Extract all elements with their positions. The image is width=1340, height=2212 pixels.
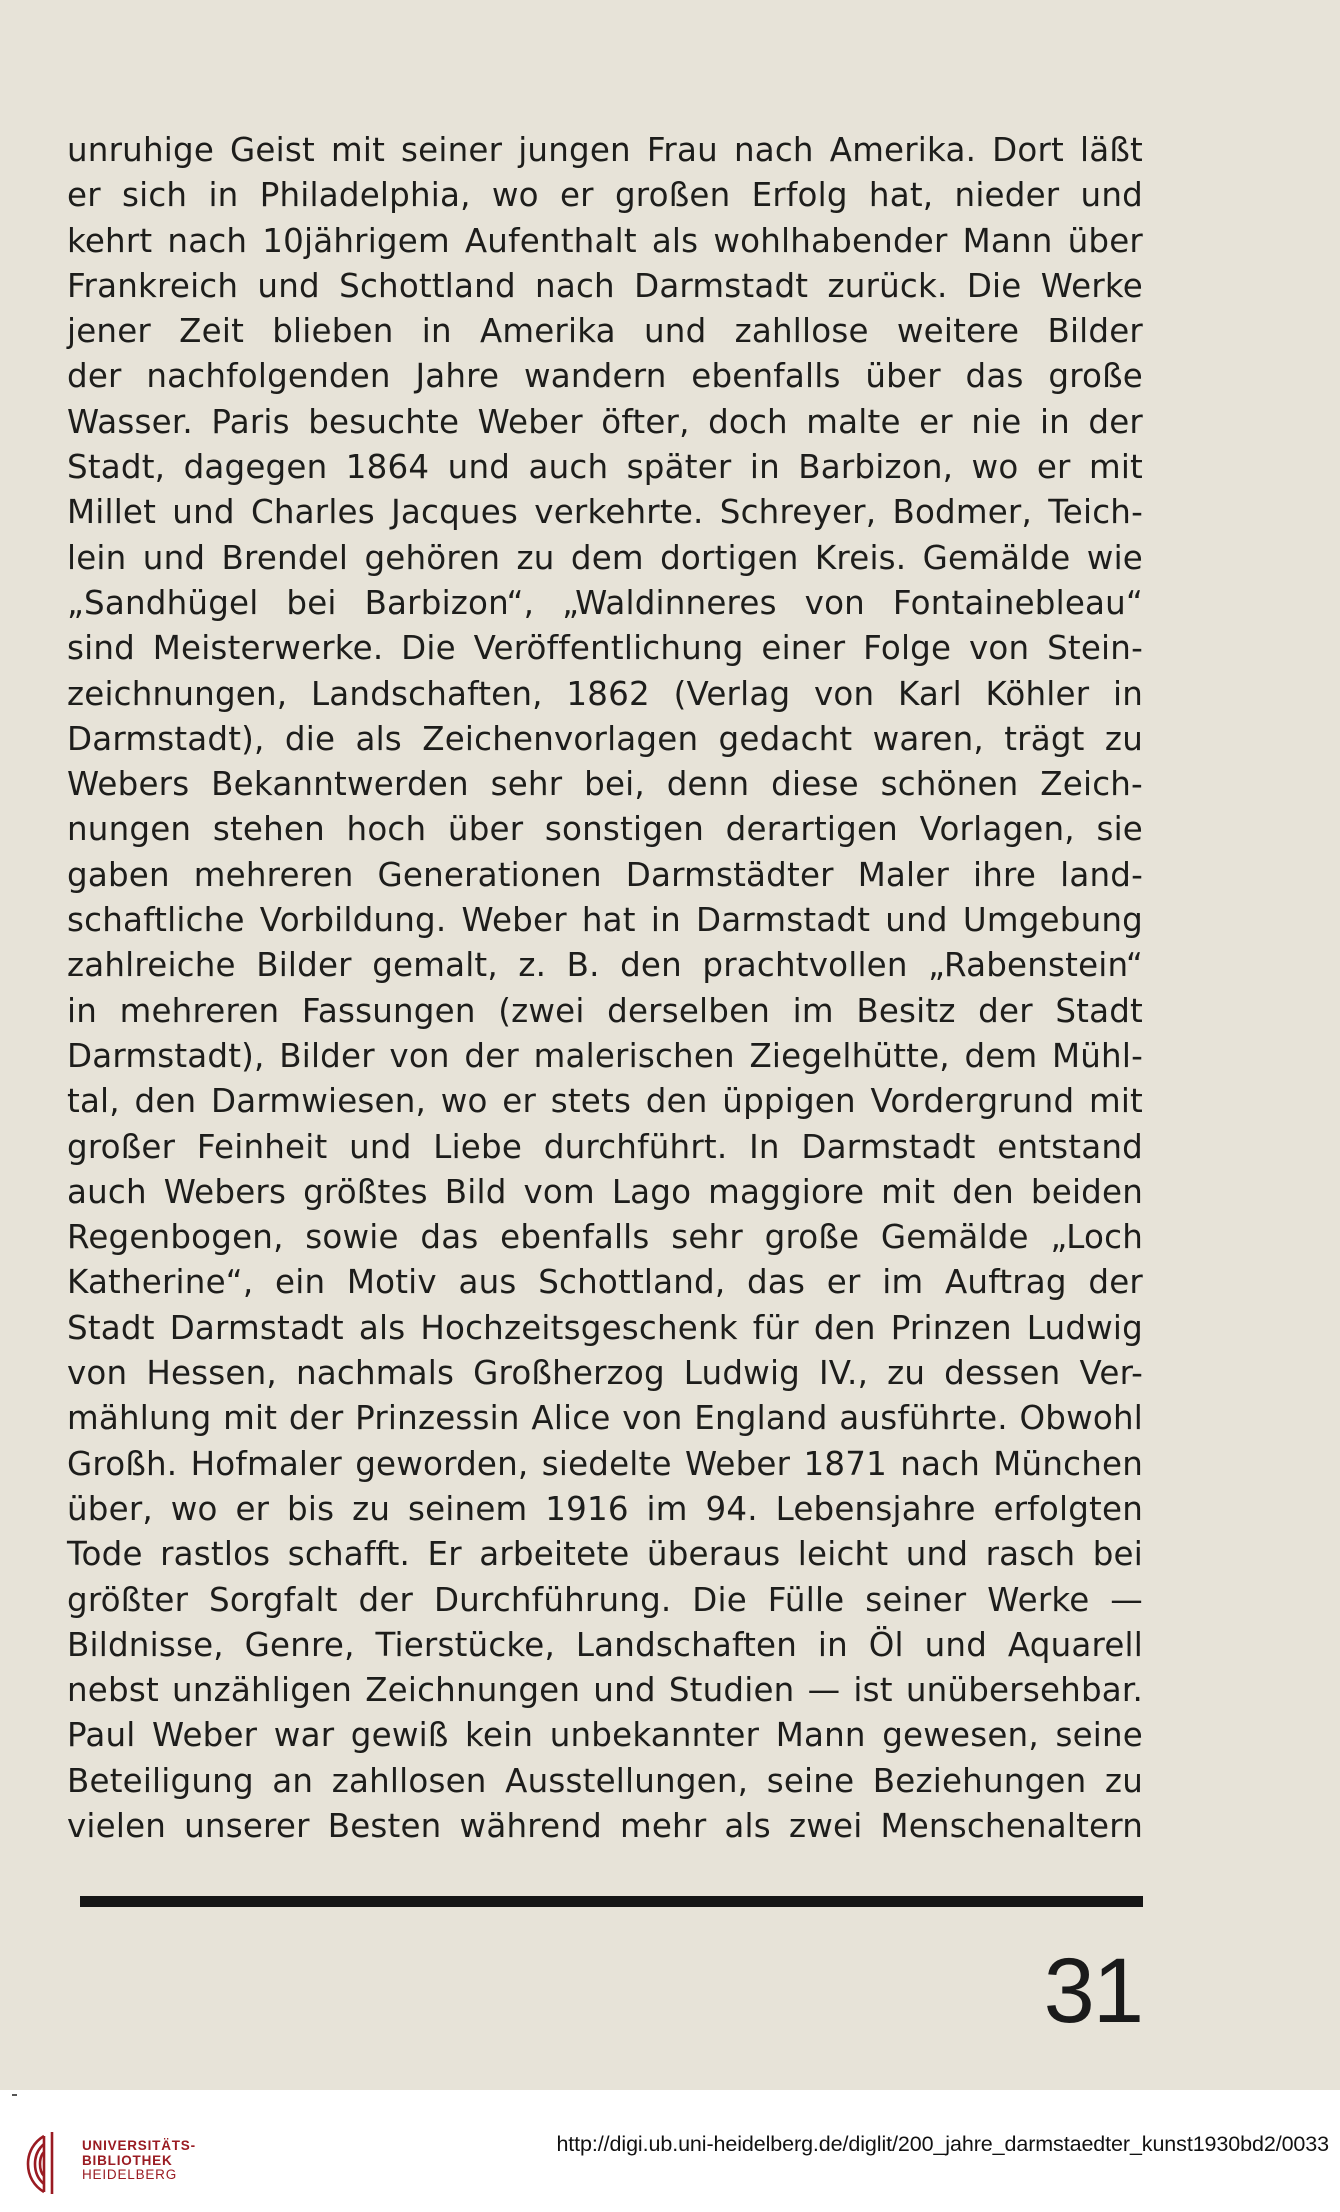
text-line: Regenbogen, sowie das ebenfalls sehr große Gemälde „Loch [67, 1218, 1143, 1257]
text-line: nebst unzähligen Zeichnungen und Studien — ist unübersehbar. [67, 1671, 1143, 1710]
page-number: 31 [1043, 1940, 1142, 2042]
text-line: Tode rastlos schafft. Er arbeitete überaus leicht und rasch bei [67, 1535, 1143, 1574]
page-rule [80, 1896, 1143, 1907]
text-line: auch Webers größtes Bild vom Lago maggiore mit den beiden [67, 1172, 1143, 1211]
body-text [67, 128, 1143, 1849]
text-line: Webers Bekanntwerden sehr bei, denn diese schönen Zeich- [67, 765, 1143, 804]
text-line: Frankreich und Schottland nach Darmstadt zurück. Die Werke [67, 266, 1143, 305]
text-line: Katherine“, ein Motiv aus Schottland, das er im Auftrag der [67, 1263, 1143, 1302]
text-line: Bildnisse, Genre, Tierstücke, Landschaften in Öl und Aquarell [67, 1625, 1143, 1664]
text-line: lein und Brendel gehören zu dem dortigen Kreis. Gemälde wie [67, 538, 1143, 577]
text-line: Paul Weber war gewiß kein unbekannter Mann gewesen, seine [67, 1716, 1143, 1755]
text-line: kehrt nach 10jährigem Aufenthalt als wohlhabender Mann über [67, 221, 1143, 260]
text-line: Wasser. Paris besuchte Weber öfter, doch malte er nie in der [67, 402, 1143, 441]
text-line: Stadt, dagegen 1864 und auch später in Barbizon, wo er mit [67, 448, 1143, 487]
text-line: Darmstadt), die als Zeichenvorlagen gedacht waren, trägt zu [67, 719, 1143, 758]
text-line: Großh. Hofmaler geworden, siedelte Weber 1871 nach München [67, 1444, 1143, 1483]
text-line: er sich in Philadelphia, wo er großen Erfolg hat, nieder und [67, 176, 1143, 215]
text-line: über, wo er bis zu seinem 1916 im 94. Lebensjahre erfolgten [67, 1489, 1143, 1528]
text-line: zahlreiche Bilder gemalt, z. B. den prachtvollen „Rabenstein“ [67, 946, 1143, 985]
text-line: schaftliche Vorbildung. Weber hat in Darmstadt und Umgebung [67, 901, 1143, 940]
text-line: jener Zeit blieben in Amerika und zahllose weitere Bilder [67, 312, 1143, 351]
text-line: Stadt Darmstadt als Hochzeitsgeschenk für den Prinzen Ludwig [67, 1308, 1143, 1347]
text-line: mählung mit der Prinzessin Alice von England ausführte. Obwohl [67, 1399, 1143, 1438]
text-line: größter Sorgfalt der Durchführung. Die Fülle seiner Werke — [67, 1580, 1143, 1619]
text-line: Beteiligung an zahllosen Ausstellungen, seine Beziehungen zu [67, 1761, 1143, 1800]
library-name-line2: BIBLIOTHEK [82, 2152, 173, 2168]
text-line: großer Feinheit und Liebe durchführt. In Darmstadt entstand [67, 1127, 1143, 1166]
text-line: Millet und Charles Jacques verkehrte. Schreyer, Bodmer, Teich- [67, 493, 1143, 532]
text-line: gaben mehreren Generationen Darmstädter Maler ihre land- [67, 855, 1143, 894]
footer-tick [12, 2094, 17, 2096]
text-line: von Hessen, nachmals Großherzog Ludwig IV., zu dessen Ver- [67, 1354, 1143, 1393]
text-line: unruhige Geist mit seiner jungen Frau nach Amerika. Dort läßt [67, 131, 1143, 169]
text-line: tal, den Darmwiesen, wo er stets den üppigen Vordergrund mit [67, 1082, 1143, 1121]
library-name-line1: UNIVERSITÄTS- [82, 2138, 196, 2153]
text-line: in mehreren Fassungen (zwei derselben im Besitz der Stadt [67, 991, 1143, 1030]
text-line: der nachfolgenden Jahre wandern ebenfalls über das große [67, 357, 1143, 396]
text-line: „Sandhügel bei Barbizon“, „Waldinneres von Fontainebleau“ [67, 583, 1143, 622]
text-line: Darmstadt), Bilder von der malerischen Ziegelhütte, dem Mühl- [67, 1036, 1143, 1075]
ub-heidelberg-logo-icon [14, 2128, 74, 2198]
text-line: sind Meisterwerke. Die Veröffentlichung einer Folge von Stein- [67, 629, 1143, 668]
library-name [82, 2139, 196, 2183]
source-url[interactable]: http://digi.ub.uni-heidelberg.de/diglit/200_jahre_darmstaedter_kunst1930bd2/0033 [556, 2132, 1329, 2156]
text-line: zeichnungen, Landschaften, 1862 (Verlag von Karl Köhler in [67, 674, 1143, 713]
text-line: nungen stehen hoch über sonstigen derartigen Vorlagen, sie [67, 810, 1143, 849]
text-line: vielen unserer Besten während mehr als zwei Menschenaltern [67, 1806, 1143, 1845]
library-name-line3: HEIDELBERG [82, 2167, 178, 2182]
